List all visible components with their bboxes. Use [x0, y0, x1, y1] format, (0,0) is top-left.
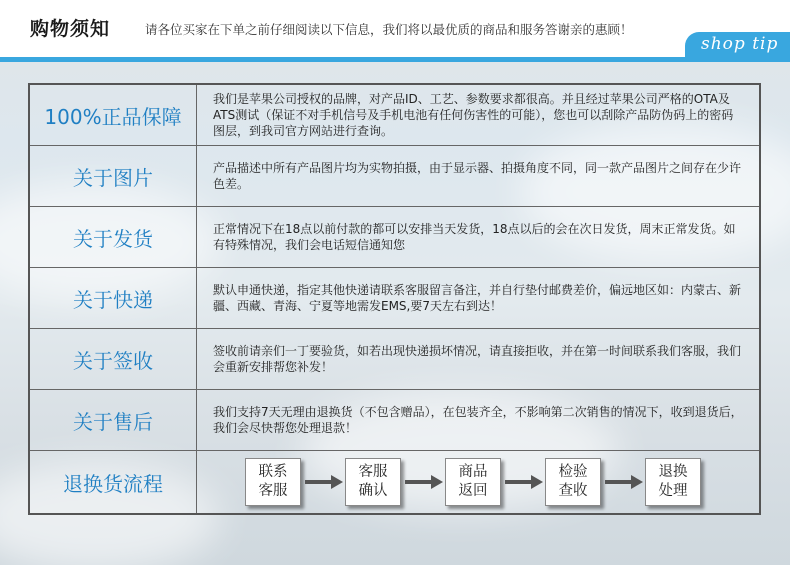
table-row: [30, 146, 759, 207]
step-line: 确认: [358, 483, 388, 499]
process-step: [345, 458, 401, 506]
row-label-courier: 关于快递: [30, 268, 197, 328]
row-text-pictures: 产品描述中所有产品图片均为实物拍摄，由于显示器、拍摄角度不同，同一款产品图片之间存在少许色差。: [213, 161, 742, 191]
table-row: [30, 329, 759, 390]
step-line: 商品: [458, 464, 488, 480]
table-row: [30, 85, 759, 146]
shop-tip-label: shop tip: [701, 34, 779, 54]
arrow-right-icon: [601, 474, 645, 490]
row-label-pictures: 关于图片: [30, 146, 197, 206]
step-line: 处理: [658, 483, 688, 499]
process-step: [545, 458, 601, 506]
row-text-courier: 默认申通快递，指定其他快递请联系客服留言备注，并自行垫付邮费差价，偏远地区如：内蒙古、新疆、西藏、青海、宁夏等地需发EMS,要7天左右到达！: [213, 283, 742, 313]
row-text-shipping: 正常情况下在18点以前付款的都可以安排当天发货，18点以后的会在次日发货，周末正常发货。如有特殊情况，我们会电话短信通知您: [213, 222, 736, 252]
process-step: [445, 458, 501, 506]
step-line: 联系: [258, 464, 288, 480]
step-line: 查收: [558, 483, 588, 499]
step-line: 退换: [658, 464, 688, 480]
row-text-signing: 签收前请亲们一丁要验货，如若出现快递损坏情况，请直接拒收，并在第一时间联系我们客服，我们会重新安排帮您补发！: [213, 344, 742, 374]
table-row: [30, 268, 759, 329]
row-label-shipping: 关于发货: [30, 207, 197, 267]
table-row: [30, 207, 759, 268]
page-subtitle: 请各位买家在下单之前仔细阅读以下信息，我们将以最优质的商品和服务答谢亲的惠顾！: [145, 22, 633, 37]
row-text-authentic: 我们是苹果公司授权的品牌，对产品ID、工艺、参数要求都很高。并且经过苹果公司严格的OTA及ATS测试（保证不对手机信号及手机电池有任何伤害性的可能），您也可以刮除产品防伪码上的密码图层，到我司官方网站进行查询。: [213, 92, 734, 138]
row-label-process: 退换货流程: [30, 451, 197, 513]
table-row: [30, 390, 759, 451]
info-table: [28, 83, 761, 515]
header: [0, 0, 790, 62]
step-line: 检验: [558, 464, 588, 480]
row-label-signing: 关于签收: [30, 329, 197, 389]
table-row: [30, 451, 759, 513]
step-line: 客服: [358, 464, 388, 480]
row-label-authentic: 100%正品保障: [30, 85, 197, 145]
step-line: 客服: [258, 483, 288, 499]
step-line: 返回: [458, 483, 488, 499]
arrow-right-icon: [501, 474, 545, 490]
process-step: [245, 458, 301, 506]
row-text-aftersales: 我们支持7天无理由退换货（不包含赠品），在包装齐全，不影响第二次销售的情况下，收到退货后，我们会尽快帮您处理退款！: [213, 405, 743, 435]
arrow-right-icon: [301, 474, 345, 490]
row-label-aftersales: 关于售后: [30, 390, 197, 450]
process-step: [645, 458, 701, 506]
header-accent-bar: [0, 57, 790, 62]
page-title: 购物须知: [30, 18, 111, 40]
process-flow: [197, 451, 759, 513]
arrow-right-icon: [401, 474, 445, 490]
